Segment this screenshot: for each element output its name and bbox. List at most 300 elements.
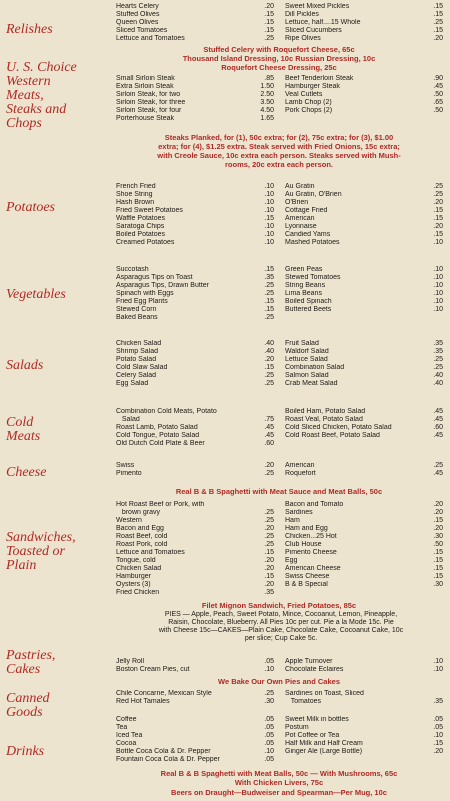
menu-item-name: Boiled Ham, Potato Salad: [285, 408, 366, 415]
menu-item-row: [285, 380, 443, 388]
menu-item-row: [116, 191, 274, 199]
menu-item-row: [285, 75, 443, 83]
menu-item-name: Chocolate Eclaires: [285, 666, 344, 673]
menu-item-price: .05: [264, 658, 274, 665]
menu-item-name: Pot Coffee or Tea: [285, 732, 340, 739]
menu-item-row: [116, 290, 274, 298]
sandwiches-left-column: [116, 501, 274, 597]
menu-item-name: Sirloin Steak, for four: [116, 107, 182, 114]
menu-item-row: [285, 724, 443, 732]
menu-item-name: Cold Roast Beef, Potato Salad: [285, 432, 380, 439]
menu-item-price: 1.65: [260, 115, 274, 122]
menu-item-name: Asparagus Tips, Drawn Butter: [116, 282, 209, 289]
menu-item-name: Chile Concarne, Mexican Style: [116, 690, 212, 697]
menu-item-row: [285, 364, 443, 372]
menu-item-name: Boiled Spinach: [285, 298, 332, 305]
category-sandwiches-line2: Toasted or: [6, 544, 66, 559]
menu-item-name: Bacon and Tomato: [285, 501, 344, 508]
menu-item-name: Egg: [285, 557, 298, 564]
steaks-note-line3: with Creole Sauce, 10c extra each person. Steaks served with Mush-: [157, 151, 401, 160]
menu-item-price: .15: [433, 557, 443, 564]
menu-item-name: Apple Turnover: [285, 658, 333, 665]
menu-item-price: .20: [264, 3, 274, 10]
menu-item-price: .45: [433, 432, 443, 439]
menu-item-price: .10: [433, 306, 443, 313]
menu-item-price: 4.50: [260, 107, 274, 114]
menu-item-row: [285, 183, 443, 191]
menu-item-row: [116, 509, 274, 517]
menu-item-row: [116, 207, 274, 215]
menu-item-price: .20: [264, 581, 274, 588]
menu-item-name: Lettuce Salad: [285, 356, 328, 363]
menu-item-row: [285, 282, 443, 290]
menu-item-name: String Beans: [285, 282, 326, 289]
menu-item-price: .25: [264, 470, 274, 477]
menu-item-name: Buttered Beets: [285, 306, 332, 313]
menu-item-row: [285, 3, 443, 11]
menu-item-name: Extra Sirloin Steak: [116, 83, 174, 90]
menu-item-price: .25: [264, 290, 274, 297]
menu-item-name: Ham: [285, 517, 300, 524]
menu-item-price: .40: [264, 340, 274, 347]
menu-item-row: [285, 83, 443, 91]
category-drinks: Drinks: [6, 744, 45, 759]
menu-item-row: [116, 533, 274, 541]
menu-item-row: [116, 380, 274, 388]
menu-item-name: Lima Beans: [285, 290, 322, 297]
menu-item-price: .10: [264, 748, 274, 755]
menu-item-row: [116, 183, 274, 191]
category-cheese: Cheese: [6, 465, 47, 480]
menu-item-price: .45: [433, 416, 443, 423]
menu-item-price: .10: [433, 239, 443, 246]
menu-item-row: [285, 501, 443, 509]
category-potatoes: Potatoes: [6, 200, 55, 215]
menu-item-name: Ginger Ale (Large Bottle): [285, 748, 363, 755]
menu-item-row: [285, 215, 443, 223]
menu-item-row: [285, 748, 443, 756]
menu-item-row: [285, 470, 443, 478]
menu-item-name: Pimento Cheese: [285, 549, 337, 556]
menu-item-price: .20: [264, 557, 274, 564]
menu-item-name: Saratoga Chips: [116, 223, 165, 230]
menu-item-name: Spinach with Eggs: [116, 290, 174, 297]
category-meats-line5: Chops: [6, 116, 42, 131]
menu-item-price: .05: [264, 732, 274, 739]
menu-item-price: .20: [433, 509, 443, 516]
menu-item-price: .05: [264, 756, 274, 763]
pastries-left-column: [116, 658, 274, 674]
cold-meats-right-column: [285, 408, 443, 440]
menu-item-price: .60: [433, 424, 443, 431]
menu-item-row: [285, 266, 443, 274]
menu-item-price: .15: [433, 517, 443, 524]
menu-item-row: [285, 740, 443, 748]
menu-item-price: .15: [433, 207, 443, 214]
menu-item-price: .25: [433, 364, 443, 371]
menu-item-row: [116, 424, 274, 432]
menu-item-price: .40: [433, 380, 443, 387]
menu-item-name: Boston Cream Pies, cut: [116, 666, 190, 673]
menu-item-price: .20: [433, 35, 443, 42]
menu-item-row: [116, 356, 274, 364]
menu-item-name: Candied Yams: [285, 231, 331, 238]
menu-item-name: Egg Salad: [116, 380, 149, 387]
menu-item-price: .10: [433, 266, 443, 273]
menu-item-row: [116, 470, 274, 478]
menu-item-row: [116, 231, 274, 239]
menu-item-price: .45: [264, 424, 274, 431]
menu-item-row: [116, 748, 274, 756]
menu-item-name: Hamburger Steak: [285, 83, 340, 90]
menu-item-row: [285, 11, 443, 19]
menu-item-price: .10: [433, 666, 443, 673]
bake-own-pies: We Bake Our Own Pies and Cakes: [218, 677, 340, 686]
menu-item-row: [285, 573, 443, 581]
category-canned-line2: Goods: [6, 705, 43, 720]
menu-item-price: .15: [264, 11, 274, 18]
menu-item-price: .20: [264, 462, 274, 469]
menu-item-price: .10: [264, 231, 274, 238]
menu-item-name: Cold Sliced Chicken, Potato Salad: [285, 424, 392, 431]
menu-item-row: [116, 565, 274, 573]
menu-item-price: .05: [264, 724, 274, 731]
menu-item-row: [285, 690, 443, 698]
menu-item-price: .35: [433, 348, 443, 355]
menu-item-price: .15: [433, 231, 443, 238]
menu-item-name: Au Gratin, O'Brien: [285, 191, 342, 198]
menu-item-name: Green Peas: [285, 266, 323, 273]
menu-item-row: [285, 274, 443, 282]
menu-item-price: .35: [433, 340, 443, 347]
menu-item-price: [440, 690, 443, 698]
pies-note-line3: with Cheese 15c—CAKES—Plain Cake, Chocolate Cake, Cocoanut Cake, 10c: [158, 627, 404, 634]
menu-item-price: .05: [433, 716, 443, 723]
menu-item-price: [271, 501, 274, 509]
menu-item-row: [116, 306, 274, 314]
menu-item-row: [116, 698, 274, 706]
menu-item-row: [116, 35, 274, 43]
menu-item-name: Au Gratin: [285, 183, 315, 190]
menu-item-name: Shrimp Salad: [116, 348, 159, 355]
menu-item-row: [116, 581, 274, 589]
menu-item-name: Salmon Salad: [285, 372, 329, 379]
menu-item-price: .20: [264, 565, 274, 572]
menu-item-price: .25: [264, 541, 274, 548]
menu-item-price: .10: [433, 298, 443, 305]
cheese-right-column: [285, 462, 443, 478]
menu-item-row: [116, 724, 274, 732]
menu-item-row: [285, 565, 443, 573]
pastries-right-column: [285, 658, 443, 674]
menu-item-name: Fruit Salad: [285, 340, 319, 347]
menu-item-price: .10: [264, 223, 274, 230]
menu-item-row: [116, 239, 274, 247]
menu-item-price: .25: [433, 191, 443, 198]
menu-item-row: [116, 756, 274, 764]
footer-chicken-livers: With Chicken Livers, 75c: [234, 778, 324, 787]
menu-item-row: [116, 589, 274, 597]
menu-item-price: .35: [264, 274, 274, 281]
cheese-left-column: [116, 462, 274, 478]
meats-right-column: [285, 75, 443, 115]
menu-item-price: .15: [264, 19, 274, 26]
menu-item-price: .25: [433, 19, 443, 26]
vegetables-left-column: [116, 266, 274, 322]
menu-item-name: Oysters (3): [116, 581, 151, 588]
category-sandwiches-line1: Sandwiches,: [6, 530, 76, 545]
menu-item-row: [285, 525, 443, 533]
menu-item-price: .25: [264, 314, 274, 321]
menu-item-price: .20: [433, 748, 443, 755]
menu-item-name: Combination Salad: [285, 364, 345, 371]
pies-note-line1: PIES — Apple, Peach, Sweet Potato, Mince, Cocoanut, Lemon, Pineapple,: [164, 611, 398, 618]
menu-item-name: Hearts Celery: [116, 3, 159, 10]
menu-item-name: Pork Chops (2): [285, 107, 333, 114]
menu-item-price: .15: [264, 364, 274, 371]
special-stuffed-celery: Stuffed Celery with Roquefort Cheese, 65c: [203, 45, 355, 54]
menu-item-row: [116, 573, 274, 581]
menu-item-price: .15: [264, 266, 274, 273]
menu-item-row: [116, 91, 274, 99]
menu-item-row: [116, 107, 274, 115]
menu-item-name: Bacon and Egg: [116, 525, 164, 532]
category-salads: Salads: [6, 358, 44, 373]
menu-item-row: [116, 115, 274, 123]
menu-item-row: [285, 541, 443, 549]
menu-item-name: Boiled Potatoes: [116, 231, 166, 238]
menu-item-name: Sliced Tomatoes: [116, 27, 168, 34]
menu-item-price: .25: [264, 517, 274, 524]
menu-item-price: .60: [264, 440, 274, 447]
menu-item-price: .25: [264, 690, 274, 697]
menu-item-price: [271, 408, 274, 416]
menu-item-price: .15: [264, 549, 274, 556]
menu-item-name: Succotash: [116, 266, 149, 273]
menu-item-row: [285, 732, 443, 740]
menu-item-price: .10: [264, 183, 274, 190]
menu-item-price: .30: [264, 698, 274, 705]
menu-item-row: [116, 298, 274, 306]
menu-item-price: .10: [433, 290, 443, 297]
menu-item-row: [285, 91, 443, 99]
menu-item-name: Fountain Coca Cola & Dr. Pepper: [116, 756, 220, 763]
menu-item-price: .40: [433, 372, 443, 379]
menu-item-row: [285, 35, 443, 43]
menu-item-row: [116, 517, 274, 525]
menu-item-price: .45: [264, 432, 274, 439]
menu-item-name: Roquefort: [285, 470, 316, 477]
menu-item-row: [285, 239, 443, 247]
menu-item-row: [116, 75, 274, 83]
steaks-note-line1: Steaks Planked, for (1), 50c extra; for (2), 75c extra; for (3), $1.00: [164, 133, 394, 142]
menu-item-name: Tongue, cold: [116, 557, 156, 564]
menu-item-name: Cottage Fried: [285, 207, 328, 214]
menu-item-price: .10: [264, 239, 274, 246]
menu-item-row: [116, 3, 274, 11]
menu-item-name: Postum: [285, 724, 309, 731]
special-roquefort-dressing: Roquefort Cheese Dressing, 25c: [221, 63, 337, 72]
menu-item-price: .15: [433, 573, 443, 580]
menu-item-name: Dill Pickles: [285, 11, 319, 18]
menu-item-row: [116, 501, 274, 509]
drinks-left-column: [116, 716, 274, 764]
menu-item-name: Stuffed Olives: [116, 11, 160, 18]
menu-item-row: [116, 266, 274, 274]
menu-item-name: Fried Egg Plants: [116, 298, 168, 305]
menu-item-row: [116, 83, 274, 91]
menu-item-name: Salad: [116, 416, 140, 423]
menu-item-price: .25: [264, 509, 274, 516]
menu-item-price: .10: [264, 207, 274, 214]
menu-item-name: Hash Brown: [116, 199, 155, 206]
potatoes-left-column: [116, 183, 274, 247]
category-meats-line1: U. S. Choice: [6, 60, 77, 75]
menu-item-name: Creamed Potatoes: [116, 239, 175, 246]
menu-item-row: [116, 282, 274, 290]
menu-item-name: B & B Special: [285, 581, 328, 588]
menu-item-name: Fried Chicken: [116, 589, 160, 596]
menu-item-row: [285, 424, 443, 432]
menu-item-name: Chicken...25 Hot: [285, 533, 337, 540]
menu-item-price: 2.50: [260, 91, 274, 98]
potatoes-right-column: [285, 183, 443, 247]
salads-left-column: [116, 340, 274, 388]
pies-note-line2: Raisin, Chocolate, Blueberry. All Pies 10c per cut. Pie a la Mode 15c. Pie: [168, 619, 394, 626]
menu-item-price: .10: [433, 732, 443, 739]
menu-item-row: [285, 348, 443, 356]
menu-item-name: Shoe String: [116, 191, 153, 198]
menu-item-name: Lettuce, half....15 Whole: [285, 19, 361, 26]
menu-item-row: [116, 740, 274, 748]
menu-item-price: .20: [433, 501, 443, 508]
menu-item-name: O'Brien: [285, 199, 309, 206]
menu-item-name: Beef Tenderloin Steak: [285, 75, 354, 82]
menu-item-price: .15: [433, 565, 443, 572]
menu-item-row: [116, 372, 274, 380]
menu-item-price: .85: [264, 75, 274, 82]
menu-item-price: .10: [433, 274, 443, 281]
menu-item-price: .90: [433, 75, 443, 82]
menu-item-row: [116, 408, 274, 416]
menu-item-price: .15: [264, 27, 274, 34]
menu-item-row: [285, 462, 443, 470]
menu-item-name: American: [285, 215, 315, 222]
menu-item-name: Stewed Tomatoes: [285, 274, 341, 281]
menu-item-row: [285, 549, 443, 557]
menu-item-price: .75: [264, 416, 274, 423]
menu-item-name: Pimento: [116, 470, 142, 477]
menu-item-row: [116, 440, 274, 448]
menu-item-price: .30: [433, 533, 443, 540]
menu-item-price: .40: [264, 348, 274, 355]
menu-item-price: .45: [433, 408, 443, 415]
steaks-note-line4: rooms, 20c extra each person.: [225, 160, 333, 169]
menu-item-price: .10: [433, 282, 443, 289]
menu-item-row: [285, 356, 443, 364]
menu-item-row: [285, 191, 443, 199]
menu-item-row: [116, 215, 274, 223]
menu-item-name: Half Milk and Half Cream: [285, 740, 363, 747]
menu-item-name: Roast Pork, cold: [116, 541, 168, 548]
menu-item-name: Cold Tongue, Potato Salad: [116, 432, 200, 439]
menu-item-price: .15: [433, 11, 443, 18]
menu-item-name: American Cheese: [285, 565, 341, 572]
menu-item-price: .30: [433, 581, 443, 588]
steaks-note-line2: extra; for (4), $1.25 extra. Steak served with Fried Onions, 15c extra;: [158, 142, 400, 151]
menu-item-name: Bottle Coca Cola & Dr. Pepper: [116, 748, 211, 755]
menu-item-price: .15: [264, 573, 274, 580]
footer-beers: Beers on Draught—Budweiser and Spearman—Per Mug, 10c: [171, 788, 387, 797]
menu-item-name: Waffle Potatoes: [116, 215, 166, 222]
menu-item-price: .10: [433, 658, 443, 665]
menu-item-name: Combination Cold Meats, Potato: [116, 408, 217, 415]
menu-item-name: Sirloin Steak, for two: [116, 91, 181, 98]
menu-item-price: .25: [264, 533, 274, 540]
menu-item-name: Porterhouse Steak: [116, 115, 174, 122]
special-spaghetti: Real B & B Spaghetti with Meat Sauce and Meat Balls, 50c: [175, 487, 383, 496]
menu-item-row: [116, 416, 274, 424]
menu-item-name: Iced Tea: [116, 732, 143, 739]
menu-item-price: .65: [433, 99, 443, 106]
menu-item-row: [116, 223, 274, 231]
menu-item-name: Hamburger: [116, 573, 152, 580]
menu-item-row: [285, 432, 443, 440]
category-sandwiches-line3: Plain: [6, 558, 37, 573]
menu-item-price: .10: [264, 666, 274, 673]
category-canned-line1: Canned: [6, 691, 50, 706]
menu-item-name: Lyonnaise: [285, 223, 317, 230]
menu-item-name: Tomatoes: [285, 698, 322, 705]
menu-item-price: .25: [433, 183, 443, 190]
menu-item-name: Potato Salad: [116, 356, 157, 363]
menu-item-name: Hot Roast Beef or Pork, with: [116, 501, 205, 508]
relishes-right-column: [285, 3, 443, 43]
menu-item-price: .35: [264, 589, 274, 596]
menu-item-price: .35: [433, 698, 443, 705]
menu-item-name: Tea: [116, 724, 128, 731]
category-meats-line4: Steaks and: [6, 102, 67, 117]
salads-right-column: [285, 340, 443, 388]
menu-item-row: [285, 19, 443, 27]
drinks-right-column: [285, 716, 443, 756]
menu-item-row: [285, 27, 443, 35]
menu-item-name: Old Dutch Cold Plate & Beer: [116, 440, 205, 447]
menu-item-row: [285, 99, 443, 107]
menu-item-row: [116, 549, 274, 557]
menu-item-price: .15: [433, 549, 443, 556]
menu-item-name: Baked Beans: [116, 314, 158, 321]
menu-item-name: Jelly Roll: [116, 658, 145, 665]
menu-item-row: [116, 314, 274, 322]
menu-item-price: .25: [264, 372, 274, 379]
menu-item-price: .20: [433, 199, 443, 206]
menu-item-name: Sirloin Steak, for three: [116, 99, 186, 106]
menu-item-name: Chicken Salad: [116, 340, 162, 347]
menu-item-name: Cocoa: [116, 740, 137, 747]
menu-item-price: .25: [433, 356, 443, 363]
special-filet-mignon: Filet Mignon Sandwich, Fried Potatoes, 85c: [201, 601, 357, 610]
menu-item-row: [285, 716, 443, 724]
menu-item-row: [116, 340, 274, 348]
menu-item-name: Ripe Olives: [285, 35, 321, 42]
menu-item-price: .50: [433, 91, 443, 98]
menu-item-price: .25: [264, 282, 274, 289]
menu-item-row: [285, 581, 443, 589]
menu-item-price: .20: [264, 525, 274, 532]
canned-right-column: [285, 690, 443, 706]
menu-item-name: Cold Slaw Salad: [116, 364, 168, 371]
